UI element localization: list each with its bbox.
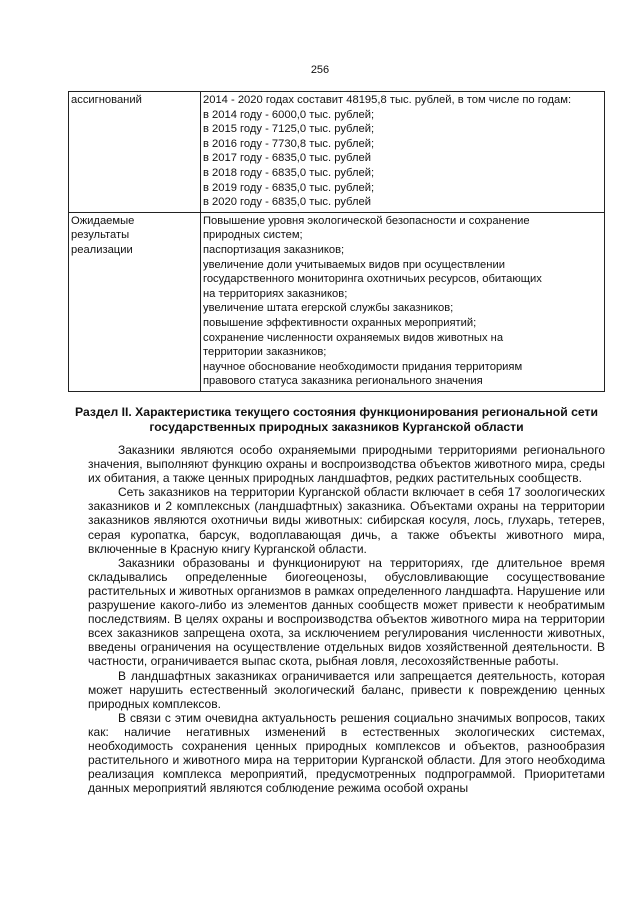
value-line: природных систем; <box>203 229 303 242</box>
value-line: повышение эффективности охранных мероприятий; <box>203 316 477 329</box>
passport-table <box>68 91 605 392</box>
value-line: в 2018 году - 6835,0 тыс. рублей; <box>203 166 375 179</box>
value-line: 2014 - 2020 годах составит 48195,8 тыс. рублей, в том числе по годам: <box>203 94 572 106</box>
paragraph: Заказники являются особо охраняемыми природными территориями регионального значения, выполняют функцию охраны и воспроизводства объектов животного мира, среды их обитания, а также ценных природных ландшафтов, редких растительных сообществ. <box>88 443 605 486</box>
body-text <box>88 443 605 795</box>
value-line: государственного мониторинга охотничьих ресурсов, обитающих <box>203 273 542 286</box>
value-line: увеличение доли учитываемых видов при осуществлении <box>203 258 505 271</box>
paragraph: Сеть заказников на территории Курганской области включает в себя 17 зоологических заказников и 2 комплексных (ландшафтных) заказника. Объектами охраны на территории заказников являются охотничьи виды животных: сибирская косуля, лось, глухарь, тетерев, серая куропатка, барсук, водоплавающая дичь, а также объекты животного мира, включенные в Красную книгу Курганской области. <box>88 485 605 556</box>
paragraph: В связи с этим очевидна актуальность решения социально значимых вопросов, таких как: наличие негативных изменений в естественных экологических системах, необходимость сохранения ценных природных комплексов и объектов, разнообразия растительного и животного мира на территории Курганской области. Для этого необходима реализация комплекса мероприятий, предусмотренных подпрограммой. Приоритетами данных мероприятий являются соблюдение режима особой охраны <box>88 710 605 796</box>
table-row-appropriations <box>69 92 605 213</box>
table-cell-label <box>69 212 201 391</box>
value-line: территории заказников; <box>203 346 327 359</box>
value-line: в 2017 году - 6835,0 тыс. рублей <box>203 152 371 165</box>
value-line: паспортизация заказников; <box>203 243 345 256</box>
value-line: научное обоснование необходимости придания территориям <box>203 360 523 373</box>
value-line: в 2015 году - 7125,0 тыс. рублей; <box>203 123 375 136</box>
value-line: в 2020 году - 6835,0 тыс. рублей <box>203 196 371 209</box>
label-line: реализации <box>71 243 133 256</box>
page-number: 256 <box>310 64 330 76</box>
value-line: на территориях заказников; <box>203 287 348 300</box>
label-line: результаты <box>71 229 130 242</box>
section-heading: Раздел II. Характеристика текущего состояния функционирования региональной сети государственных природных заказников Курганской области <box>75 405 598 434</box>
label-line: Ожидаемые <box>71 214 135 227</box>
value-line: в 2016 году - 7730,8 тыс. рублей; <box>203 137 375 150</box>
table-cell-value <box>201 212 605 391</box>
value-line: увеличение штата егерской службы заказников; <box>203 302 454 315</box>
table-cell-value <box>201 92 605 213</box>
paragraph: В ландшафтных заказниках ограничивается или запрещается деятельность, которая может нарушить естественный экологический баланс, привести к повреждению ценных природных комплексов. <box>88 668 605 711</box>
value-line: Повышение уровня экологической безопасности и сохранение <box>203 214 530 227</box>
value-line: в 2019 году - 6835,0 тыс. рублей; <box>203 181 375 194</box>
table-row-expected-results <box>69 212 605 391</box>
value-line: сохранение численности охраняемых видов животных на <box>203 331 504 344</box>
value-line: правового статуса заказника регионального значения <box>203 375 483 388</box>
value-line: в 2014 году - 6000,0 тыс. рублей; <box>203 108 375 121</box>
paragraph: Заказники образованы и функционируют на территориях, где длительное время складывались определенные биогеоценозы, обусловливающие сосуществование растительных и животных организмов в рамках определенного ландшафта. Нарушение или разрушение какого-либо из элементов данных сообществ может привести к необратимым последствиям. В целях охраны и воспроизводства объектов животного мира на территории всех заказников запрещена охота, за исключением регулирования численности животных, введены ограничения на осуществление отдельных видов хозяйственной деятельности. В частности, ограничивается выпас скота, рыбная ловля, лесохозяйственные работы. <box>88 555 605 669</box>
label-line: ассигнований <box>71 94 142 106</box>
table-cell-label <box>69 92 201 213</box>
